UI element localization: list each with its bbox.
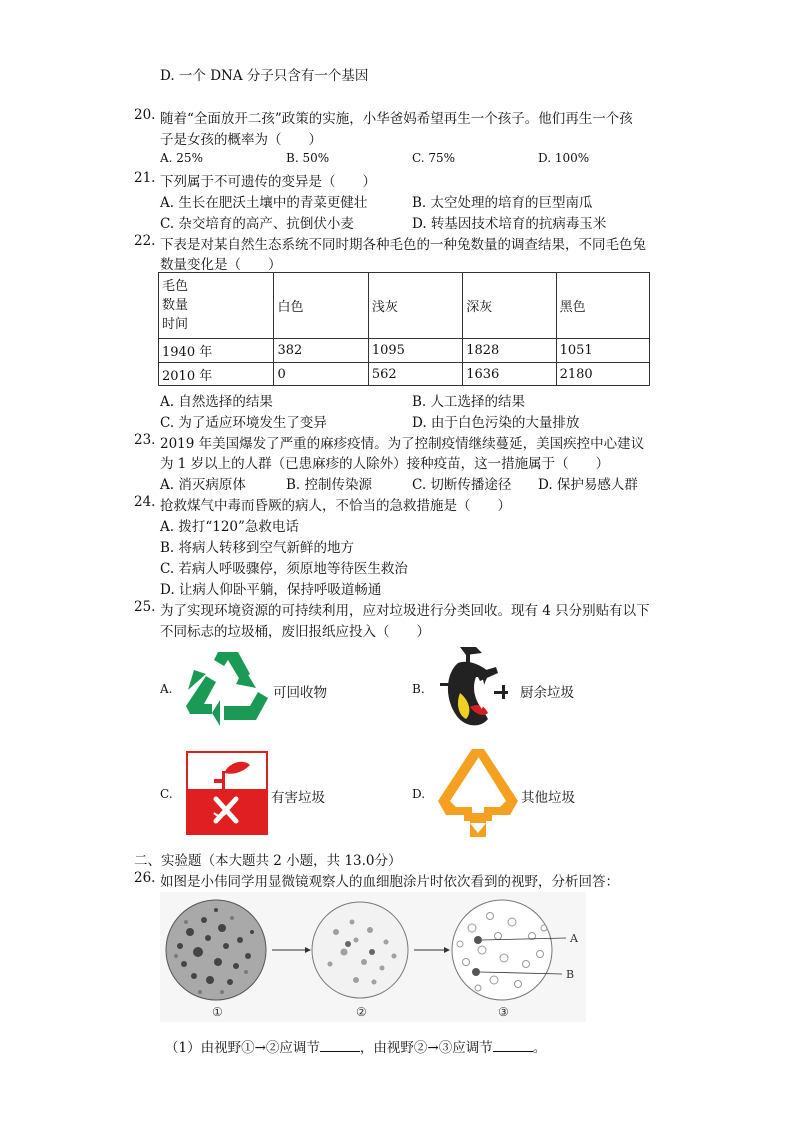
answer-blank-2[interactable]	[493, 1039, 533, 1052]
q25-stem-line1: 为了实现环境资源的可持续利用，应对垃圾进行分类回收。现有 4 只分别贴有以下	[160, 603, 650, 619]
microscope-field-1	[166, 900, 266, 1000]
q24-option-c[interactable]: C. 若病人呼吸骤停，须原地等待医生救治	[160, 561, 408, 577]
table-cell: 382	[274, 339, 368, 363]
row-year: 2010 年	[159, 363, 274, 386]
field-label-1: ①	[212, 1005, 223, 1019]
q21-stem: 下列属于不可遗传的变异是（ ）	[160, 174, 376, 190]
q22-option-c[interactable]: C. 为了适应环境发生了变异	[160, 415, 327, 431]
table-header-corner	[159, 273, 274, 339]
q23-stem-line2: 为 1 岁以上的人群（已患麻疹的人除外）接种疫苗，这一措施属于（ ）	[160, 456, 610, 472]
q20-number: 20.	[134, 107, 156, 123]
q22-option-b[interactable]: B. 人工选择的结果	[412, 394, 526, 410]
q26-sub1-part-a: （1）由视野①→②应调节	[165, 1040, 320, 1056]
q25-option-c-letter[interactable]: C.	[160, 787, 173, 801]
kitchen-waste-icon[interactable]	[436, 643, 516, 735]
header-count: 数量	[162, 298, 189, 313]
col-header-black: 黑色	[556, 273, 649, 339]
table-cell: 0	[274, 363, 368, 386]
header-fur-color: 毛色	[162, 279, 189, 294]
q20-option-a[interactable]: A. 25%	[160, 151, 203, 165]
pointer-label-b: B	[566, 968, 575, 981]
q25-option-a-letter[interactable]: A.	[160, 682, 173, 696]
q23-stem-line1: 2019 年美国爆发了严重的麻疹疫情。为了控制疫情继续蔓延，美国疾控中心建议	[160, 436, 645, 452]
field-label-2: ②	[356, 1005, 367, 1019]
q24-option-b[interactable]: B. 将病人转移到空气新鲜的地方	[160, 540, 355, 556]
q22-option-d[interactable]: D. 由于白色污染的大量排放	[412, 415, 580, 431]
q23-option-a[interactable]: A. 消灭病原体	[160, 477, 246, 493]
section-heading: 二、实验题（本大题共 2 小题，共 13.0分）	[134, 853, 402, 869]
q19-option-d: D. 一个 DNA 分子只含有一个基因	[160, 68, 369, 84]
q21-option-b[interactable]: B. 太空处理的培育的巨型南瓜	[412, 195, 593, 211]
col-header-white: 白色	[274, 273, 368, 339]
table-cell: 1636	[463, 363, 556, 386]
q26-sub1-part-c: 。	[532, 1040, 547, 1056]
table-cell: 562	[368, 363, 462, 386]
q22-number: 22.	[134, 233, 156, 249]
q20-stem-line2: 子是女孩的概率为（ ）	[160, 132, 322, 148]
col-header-light-gray: 浅灰	[368, 273, 462, 339]
q20-option-c[interactable]: C. 75%	[412, 151, 456, 165]
q25-option-d-label: 其他垃圾	[521, 790, 575, 806]
answer-blank-1[interactable]	[320, 1039, 360, 1052]
pointer-label-a: A	[570, 932, 578, 945]
q22-stem-line2: 数量变化是（ ）	[160, 257, 282, 273]
microscope-view-figure	[160, 892, 586, 1022]
recycle-icon[interactable]	[184, 648, 272, 730]
q21-option-a[interactable]: A. 生长在肥沃土壤中的青菜更健壮	[160, 195, 368, 211]
col-header-dark-gray: 深灰	[463, 273, 556, 339]
q21-number: 21.	[134, 170, 156, 186]
q23-option-c[interactable]: C. 切断传播途径	[412, 477, 512, 493]
q25-option-d-letter[interactable]: D.	[412, 787, 426, 801]
q25-option-b-letter[interactable]: B.	[412, 682, 425, 696]
q23-number: 23.	[134, 432, 156, 448]
table-cell: 1828	[463, 339, 556, 363]
q24-option-d[interactable]: D. 让病人仰卧平躺，保持呼吸道畅通	[160, 582, 382, 598]
q26-sub1-part-b: ，由视野②→③应调节	[359, 1040, 493, 1056]
field-label-3: ③	[498, 1005, 509, 1019]
q21-option-d[interactable]: D. 转基因技术培育的抗病毒玉米	[412, 216, 607, 232]
q26-subquestion-1	[165, 1036, 546, 1056]
other-waste-icon[interactable]	[436, 745, 520, 841]
microscope-field-2	[312, 902, 408, 998]
row-year: 1940 年	[159, 339, 274, 363]
q26-number: 26.	[134, 870, 156, 886]
q20-option-d[interactable]: D. 100%	[538, 151, 590, 165]
q26-stem: 如图是小伟同学用显微镜观察人的血细胞涂片时依次看到的视野，分析回答：	[160, 874, 619, 890]
header-time: 时间	[162, 317, 189, 332]
q25-option-b-label: 厨余垃圾	[520, 685, 574, 701]
q25-stem-line2: 不同标志的垃圾桶，废旧报纸应投入（ ）	[160, 624, 430, 640]
rabbit-count-table	[158, 272, 650, 386]
q20-stem-line1: 随着“全面放开二孩”政策的实施，小华爸妈希望再生一个孩子。他们再生一个孩	[160, 111, 633, 127]
table-cell: 1095	[368, 339, 462, 363]
q23-option-b[interactable]: B. 控制传染源	[286, 477, 373, 493]
table-row	[159, 363, 650, 386]
q22-option-a[interactable]: A. 自然选择的结果	[160, 394, 273, 410]
q23-option-d[interactable]: D. 保护易感人群	[538, 477, 638, 493]
q25-number: 25.	[134, 599, 156, 615]
q24-option-a[interactable]: A. 拨打“120”急救电话	[160, 519, 299, 535]
q24-number: 24.	[134, 494, 156, 510]
q22-stem-line1: 下表是对某自然生态系统不同时期各种毛色的一种兔数量的调查结果，不同毛色兔	[160, 237, 646, 253]
q25-option-a-label: 可回收物	[273, 685, 327, 701]
q25-option-c-label: 有害垃圾	[271, 790, 325, 806]
q21-option-c[interactable]: C. 杂交培育的高产、抗倒伏小麦	[160, 216, 354, 232]
q24-stem: 抢救煤气中毒而昏厥的病人，不恰当的急救措施是（ ）	[160, 498, 511, 514]
table-cell: 2180	[556, 363, 649, 386]
hazardous-waste-icon[interactable]	[186, 751, 268, 835]
q20-option-b[interactable]: B. 50%	[286, 151, 330, 165]
table-cell: 1051	[556, 339, 649, 363]
table-row	[159, 339, 650, 363]
